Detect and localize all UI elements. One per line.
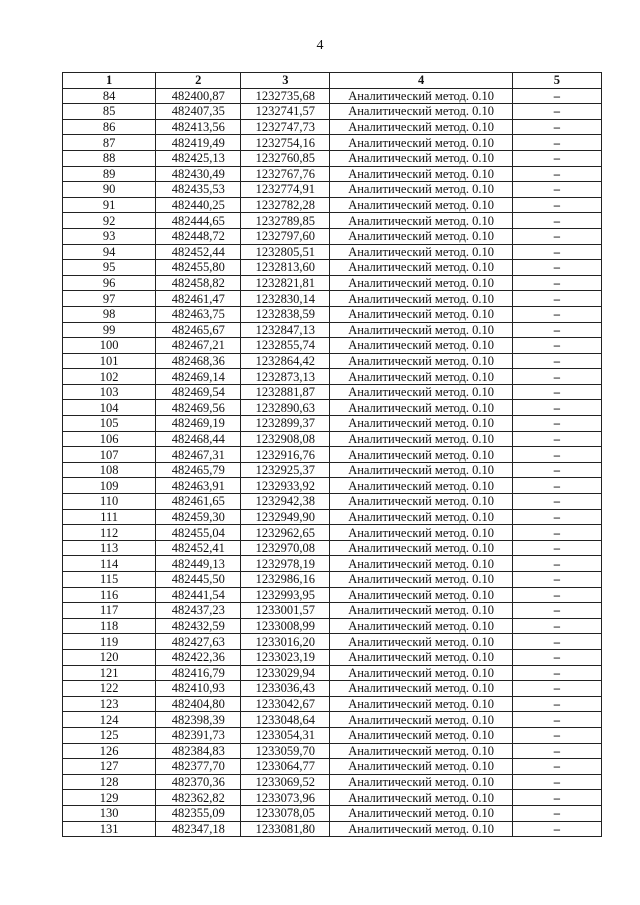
method-cell: Аналитический метод. 0.10 [330,587,512,603]
table-row [63,540,602,556]
remark-cell: – [512,338,601,354]
x-coordinate-cell: 482441,54 [156,587,241,603]
x-coordinate-cell: 482445,50 [156,572,241,588]
table-row [63,603,602,619]
remark-cell: – [512,150,601,166]
x-coordinate-cell: 482362,82 [156,790,241,806]
point-number-cell: 102 [63,369,156,385]
x-coordinate-cell: 482435,53 [156,182,241,198]
method-cell: Аналитический метод. 0.10 [330,665,512,681]
table-row [63,587,602,603]
remark-cell: – [512,540,601,556]
x-coordinate-cell: 482465,67 [156,322,241,338]
remark-cell: – [512,525,601,541]
remark-cell: – [512,88,601,104]
x-coordinate-cell: 482468,44 [156,431,241,447]
y-coordinate-cell: 1232899,37 [241,416,330,432]
table-row [63,727,602,743]
x-coordinate-cell: 482455,80 [156,260,241,276]
y-coordinate-cell: 1233008,99 [241,618,330,634]
y-coordinate-cell: 1232890,63 [241,400,330,416]
table-row [63,197,602,213]
remark-cell: – [512,821,601,837]
page-number: 4 [316,38,324,53]
table-row [63,525,602,541]
method-cell: Аналитический метод. 0.10 [330,727,512,743]
y-coordinate-cell: 1233001,57 [241,603,330,619]
point-number-cell: 117 [63,603,156,619]
point-number-cell: 104 [63,400,156,416]
y-coordinate-cell: 1232986,16 [241,572,330,588]
method-cell: Аналитический метод. 0.10 [330,759,512,775]
y-coordinate-cell: 1233069,52 [241,774,330,790]
table-body [63,88,602,837]
table-row [63,353,602,369]
x-coordinate-cell: 482410,93 [156,681,241,697]
method-cell: Аналитический метод. 0.10 [330,213,512,229]
x-coordinate-cell: 482430,49 [156,166,241,182]
method-cell: Аналитический метод. 0.10 [330,306,512,322]
y-coordinate-cell: 1232925,37 [241,462,330,478]
method-cell: Аналитический метод. 0.10 [330,275,512,291]
x-coordinate-cell: 482377,70 [156,759,241,775]
table-row [63,400,602,416]
table-header-row [63,73,602,89]
method-cell: Аналитический метод. 0.10 [330,119,512,135]
point-number-cell: 128 [63,774,156,790]
y-coordinate-cell: 1232855,74 [241,338,330,354]
point-number-cell: 90 [63,182,156,198]
x-coordinate-cell: 482467,31 [156,447,241,463]
remark-cell: – [512,462,601,478]
remark-cell: – [512,119,601,135]
point-number-cell: 126 [63,743,156,759]
y-coordinate-cell: 1232789,85 [241,213,330,229]
x-coordinate-cell: 482404,80 [156,696,241,712]
table-row [63,275,602,291]
coordinates-table [62,72,602,837]
method-cell: Аналитический метод. 0.10 [330,556,512,572]
remark-cell: – [512,166,601,182]
table-row [63,431,602,447]
remark-cell: – [512,291,601,307]
table-row [63,150,602,166]
point-number-cell: 106 [63,431,156,447]
point-number-cell: 91 [63,197,156,213]
x-coordinate-cell: 482391,73 [156,727,241,743]
x-coordinate-cell: 482459,30 [156,509,241,525]
point-number-cell: 129 [63,790,156,806]
method-cell: Аналитический метод. 0.10 [330,821,512,837]
table-row [63,774,602,790]
point-number-cell: 99 [63,322,156,338]
point-number-cell: 96 [63,275,156,291]
method-cell: Аналитический метод. 0.10 [330,478,512,494]
remark-cell: – [512,587,601,603]
x-coordinate-cell: 482448,72 [156,228,241,244]
y-coordinate-cell: 1232908,08 [241,431,330,447]
table-row [63,182,602,198]
point-number-cell: 111 [63,509,156,525]
remark-cell: – [512,416,601,432]
table-row [63,649,602,665]
x-coordinate-cell: 482469,54 [156,384,241,400]
x-coordinate-cell: 482440,25 [156,197,241,213]
y-coordinate-cell: 1233048,64 [241,712,330,728]
point-number-cell: 108 [63,462,156,478]
table-row [63,572,602,588]
point-number-cell: 124 [63,712,156,728]
x-coordinate-cell: 482461,65 [156,494,241,510]
point-number-cell: 131 [63,821,156,837]
table-row [63,119,602,135]
x-coordinate-cell: 482461,47 [156,291,241,307]
y-coordinate-cell: 1232873,13 [241,369,330,385]
table-row [63,462,602,478]
x-coordinate-cell: 482469,56 [156,400,241,416]
method-cell: Аналитический метод. 0.10 [330,369,512,385]
point-number-cell: 95 [63,260,156,276]
point-number-cell: 105 [63,416,156,432]
x-coordinate-cell: 482452,41 [156,540,241,556]
y-coordinate-cell: 1233078,05 [241,805,330,821]
x-coordinate-cell: 482468,36 [156,353,241,369]
x-coordinate-cell: 482355,09 [156,805,241,821]
method-cell: Аналитический метод. 0.10 [330,260,512,276]
remark-cell: – [512,681,601,697]
x-coordinate-cell: 482425,13 [156,150,241,166]
method-cell: Аналитический метод. 0.10 [330,104,512,120]
point-number-cell: 112 [63,525,156,541]
y-coordinate-cell: 1233064,77 [241,759,330,775]
y-coordinate-cell: 1232916,76 [241,447,330,463]
y-coordinate-cell: 1232821,81 [241,275,330,291]
y-coordinate-cell: 1233054,31 [241,727,330,743]
x-coordinate-cell: 482437,23 [156,603,241,619]
x-coordinate-cell: 482458,82 [156,275,241,291]
table-row [63,213,602,229]
remark-cell: – [512,369,601,385]
table-row [63,306,602,322]
remark-cell: – [512,213,601,229]
remark-cell: – [512,228,601,244]
table-row [63,618,602,634]
remark-cell: – [512,275,601,291]
x-coordinate-cell: 482432,59 [156,618,241,634]
y-coordinate-cell: 1232962,65 [241,525,330,541]
column-header: 4 [330,73,512,89]
remark-cell: – [512,322,601,338]
method-cell: Аналитический метод. 0.10 [330,790,512,806]
method-cell: Аналитический метод. 0.10 [330,416,512,432]
x-coordinate-cell: 482444,65 [156,213,241,229]
remark-cell: – [512,618,601,634]
method-cell: Аналитический метод. 0.10 [330,135,512,151]
point-number-cell: 93 [63,228,156,244]
y-coordinate-cell: 1233059,70 [241,743,330,759]
point-number-cell: 103 [63,384,156,400]
method-cell: Аналитический метод. 0.10 [330,774,512,790]
method-cell: Аналитический метод. 0.10 [330,244,512,260]
remark-cell: – [512,743,601,759]
remark-cell: – [512,182,601,198]
y-coordinate-cell: 1232760,85 [241,150,330,166]
method-cell: Аналитический метод. 0.10 [330,197,512,213]
column-header: 2 [156,73,241,89]
x-coordinate-cell: 482422,36 [156,649,241,665]
method-cell: Аналитический метод. 0.10 [330,322,512,338]
table-row [63,681,602,697]
point-number-cell: 115 [63,572,156,588]
y-coordinate-cell: 1232754,16 [241,135,330,151]
point-number-cell: 120 [63,649,156,665]
remark-cell: – [512,634,601,650]
method-cell: Аналитический метод. 0.10 [330,696,512,712]
method-cell: Аналитический метод. 0.10 [330,649,512,665]
point-number-cell: 98 [63,306,156,322]
table-row [63,384,602,400]
table-row [63,369,602,385]
remark-cell: – [512,712,601,728]
remark-cell: – [512,509,601,525]
remark-cell: – [512,759,601,775]
y-coordinate-cell: 1232864,42 [241,353,330,369]
y-coordinate-cell: 1233042,67 [241,696,330,712]
method-cell: Аналитический метод. 0.10 [330,462,512,478]
y-coordinate-cell: 1232949,90 [241,509,330,525]
point-number-cell: 88 [63,150,156,166]
remark-cell: – [512,400,601,416]
x-coordinate-cell: 482465,79 [156,462,241,478]
y-coordinate-cell: 1232805,51 [241,244,330,260]
x-coordinate-cell: 482469,19 [156,416,241,432]
table-row [63,447,602,463]
y-coordinate-cell: 1232813,60 [241,260,330,276]
table-row [63,696,602,712]
column-header: 5 [512,73,601,89]
method-cell: Аналитический метод. 0.10 [330,338,512,354]
method-cell: Аналитический метод. 0.10 [330,681,512,697]
y-coordinate-cell: 1232838,59 [241,306,330,322]
method-cell: Аналитический метод. 0.10 [330,494,512,510]
x-coordinate-cell: 482455,04 [156,525,241,541]
point-number-cell: 85 [63,104,156,120]
method-cell: Аналитический метод. 0.10 [330,509,512,525]
x-coordinate-cell: 482449,13 [156,556,241,572]
x-coordinate-cell: 482452,44 [156,244,241,260]
y-coordinate-cell: 1232993,95 [241,587,330,603]
y-coordinate-cell: 1232741,57 [241,104,330,120]
remark-cell: – [512,260,601,276]
x-coordinate-cell: 482398,39 [156,712,241,728]
remark-cell: – [512,306,601,322]
y-coordinate-cell: 1232797,60 [241,228,330,244]
remark-cell: – [512,447,601,463]
y-coordinate-cell: 1232942,38 [241,494,330,510]
point-number-cell: 87 [63,135,156,151]
method-cell: Аналитический метод. 0.10 [330,182,512,198]
x-coordinate-cell: 482463,75 [156,306,241,322]
table-row [63,743,602,759]
point-number-cell: 114 [63,556,156,572]
table-row [63,790,602,806]
x-coordinate-cell: 482347,18 [156,821,241,837]
x-coordinate-cell: 482469,14 [156,369,241,385]
y-coordinate-cell: 1233029,94 [241,665,330,681]
point-number-cell: 107 [63,447,156,463]
remark-cell: – [512,572,601,588]
y-coordinate-cell: 1233081,80 [241,821,330,837]
method-cell: Аналитический метод. 0.10 [330,712,512,728]
table-row [63,665,602,681]
table-row [63,260,602,276]
y-coordinate-cell: 1232933,92 [241,478,330,494]
method-cell: Аналитический метод. 0.10 [330,384,512,400]
point-number-cell: 118 [63,618,156,634]
remark-cell: – [512,431,601,447]
remark-cell: – [512,478,601,494]
point-number-cell: 97 [63,291,156,307]
y-coordinate-cell: 1232970,08 [241,540,330,556]
remark-cell: – [512,665,601,681]
remark-cell: – [512,805,601,821]
point-number-cell: 89 [63,166,156,182]
method-cell: Аналитический метод. 0.10 [330,572,512,588]
remark-cell: – [512,494,601,510]
table-row [63,244,602,260]
point-number-cell: 122 [63,681,156,697]
method-cell: Аналитический метод. 0.10 [330,603,512,619]
point-number-cell: 110 [63,494,156,510]
x-coordinate-cell: 482467,21 [156,338,241,354]
method-cell: Аналитический метод. 0.10 [330,150,512,166]
x-coordinate-cell: 482419,49 [156,135,241,151]
point-number-cell: 116 [63,587,156,603]
remark-cell: – [512,603,601,619]
y-coordinate-cell: 1232830,14 [241,291,330,307]
table-row [63,291,602,307]
point-number-cell: 94 [63,244,156,260]
table-row [63,166,602,182]
point-number-cell: 100 [63,338,156,354]
point-number-cell: 119 [63,634,156,650]
table-row [63,494,602,510]
point-number-cell: 92 [63,213,156,229]
y-coordinate-cell: 1232847,13 [241,322,330,338]
y-coordinate-cell: 1233023,19 [241,649,330,665]
remark-cell: – [512,727,601,743]
y-coordinate-cell: 1232782,28 [241,197,330,213]
point-number-cell: 121 [63,665,156,681]
remark-cell: – [512,384,601,400]
column-header: 1 [63,73,156,89]
method-cell: Аналитический метод. 0.10 [330,353,512,369]
table-row [63,556,602,572]
point-number-cell: 113 [63,540,156,556]
table-row [63,509,602,525]
x-coordinate-cell: 482416,79 [156,665,241,681]
point-number-cell: 123 [63,696,156,712]
y-coordinate-cell: 1232774,91 [241,182,330,198]
method-cell: Аналитический метод. 0.10 [330,743,512,759]
remark-cell: – [512,244,601,260]
table-row [63,805,602,821]
method-cell: Аналитический метод. 0.10 [330,291,512,307]
y-coordinate-cell: 1233073,96 [241,790,330,806]
remark-cell: – [512,197,601,213]
y-coordinate-cell: 1233036,43 [241,681,330,697]
remark-cell: – [512,790,601,806]
table-row [63,759,602,775]
table-row [63,634,602,650]
point-number-cell: 125 [63,727,156,743]
x-coordinate-cell: 482407,35 [156,104,241,120]
point-number-cell: 86 [63,119,156,135]
table-row [63,416,602,432]
remark-cell: – [512,104,601,120]
y-coordinate-cell: 1233016,20 [241,634,330,650]
method-cell: Аналитический метод. 0.10 [330,228,512,244]
table-row [63,88,602,104]
remark-cell: – [512,774,601,790]
method-cell: Аналитический метод. 0.10 [330,618,512,634]
method-cell: Аналитический метод. 0.10 [330,525,512,541]
remark-cell: – [512,135,601,151]
table-row [63,104,602,120]
method-cell: Аналитический метод. 0.10 [330,166,512,182]
remark-cell: – [512,353,601,369]
point-number-cell: 101 [63,353,156,369]
column-header: 3 [241,73,330,89]
table-row [63,228,602,244]
method-cell: Аналитический метод. 0.10 [330,540,512,556]
y-coordinate-cell: 1232735,68 [241,88,330,104]
remark-cell: – [512,556,601,572]
table-row [63,322,602,338]
table-row [63,712,602,728]
point-number-cell: 84 [63,88,156,104]
method-cell: Аналитический метод. 0.10 [330,400,512,416]
table-row [63,821,602,837]
remark-cell: – [512,649,601,665]
x-coordinate-cell: 482427,63 [156,634,241,650]
point-number-cell: 130 [63,805,156,821]
x-coordinate-cell: 482413,56 [156,119,241,135]
remark-cell: – [512,696,601,712]
y-coordinate-cell: 1232767,76 [241,166,330,182]
y-coordinate-cell: 1232978,19 [241,556,330,572]
table-row [63,135,602,151]
x-coordinate-cell: 482370,36 [156,774,241,790]
method-cell: Аналитический метод. 0.10 [330,634,512,650]
table-row [63,478,602,494]
point-number-cell: 127 [63,759,156,775]
y-coordinate-cell: 1232881,87 [241,384,330,400]
method-cell: Аналитический метод. 0.10 [330,88,512,104]
x-coordinate-cell: 482400,87 [156,88,241,104]
x-coordinate-cell: 482384,83 [156,743,241,759]
method-cell: Аналитический метод. 0.10 [330,447,512,463]
table-row [63,338,602,354]
x-coordinate-cell: 482463,91 [156,478,241,494]
y-coordinate-cell: 1232747,73 [241,119,330,135]
method-cell: Аналитический метод. 0.10 [330,805,512,821]
point-number-cell: 109 [63,478,156,494]
method-cell: Аналитический метод. 0.10 [330,431,512,447]
